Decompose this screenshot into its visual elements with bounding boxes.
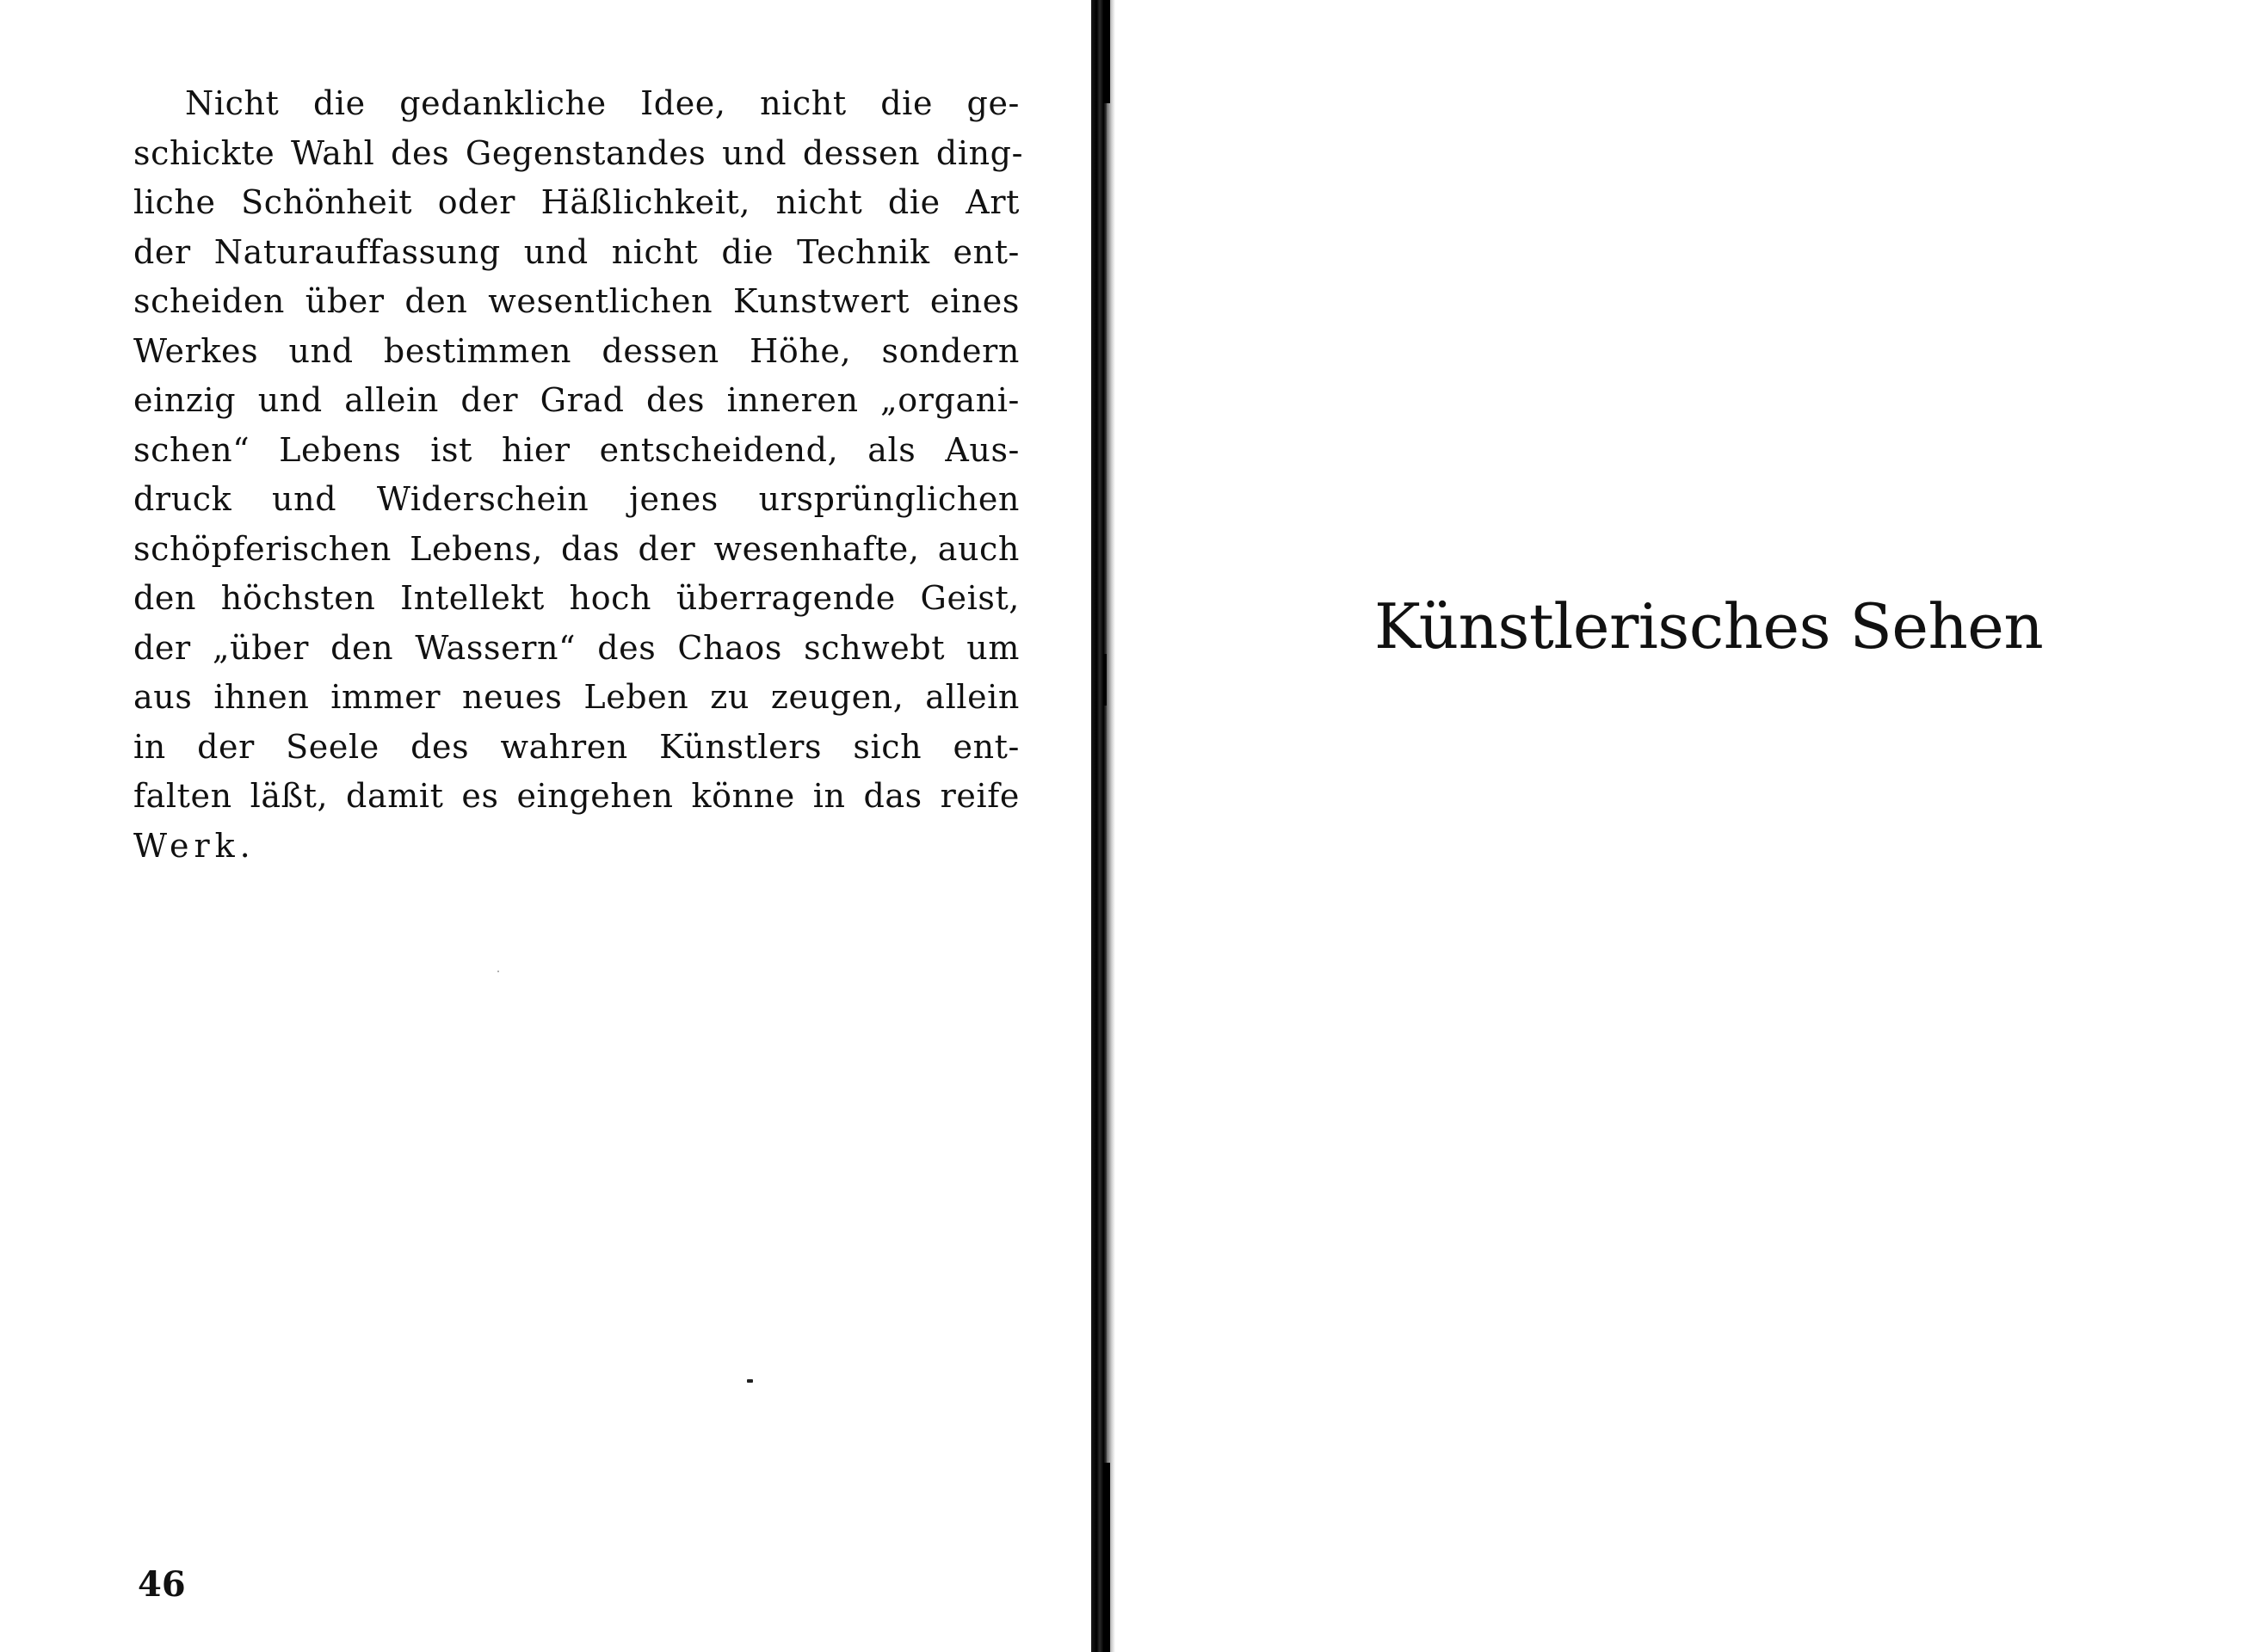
text-line: schen“ Lebens ist hier entscheidend, als Aus-	[133, 430, 1020, 469]
chapter-title: Künstlerisches Sehen	[1374, 590, 2044, 663]
text-line: der „über den Wassern“ des Chaos schwebt um	[133, 628, 1020, 667]
right-page	[1136, 0, 2246, 1652]
left-page	[0, 0, 1110, 1652]
page-number: 46	[138, 1564, 186, 1605]
text-line: der Naturauffassung und nicht die Technik ent-	[133, 232, 1020, 271]
text-line: einzig und allein der Grad des inneren „organi-	[133, 381, 1020, 419]
gutter-mark	[1103, 0, 1110, 103]
body-paragraph	[133, 79, 1024, 871]
text-line: schickte Wahl des Gegenstandes und dessen ding-	[133, 133, 1024, 172]
gutter-mark	[1103, 654, 1107, 706]
text-line: in der Seele des wahren Künstlers sich ent-	[133, 727, 1020, 766]
text-line: falten läßt, damit es eingehen könne in das reife	[133, 777, 1020, 815]
text-line: aus ihnen immer neues Leben zu zeugen, allein	[133, 678, 1020, 716]
text-line: Werkes und bestimmen dessen Höhe, sondern	[133, 331, 1020, 370]
text-line: den höchsten Intellekt hoch überragende Geist,	[133, 579, 1020, 617]
text-line: druck und Widerschein jenes ursprünglichen	[133, 480, 1020, 518]
text-line: scheiden über den wesentlichen Kunstwert eines	[133, 282, 1020, 320]
text-line: Nicht die gedankliche Idee, nicht die ge-	[185, 84, 1020, 122]
text-line: Werk.	[133, 826, 256, 865]
gutter-shadow	[1107, 0, 1115, 1652]
print-speck	[747, 1379, 753, 1383]
book-spine-gutter	[1091, 0, 1107, 1652]
text-line: liche Schönheit oder Häßlichkeit, nicht die Art	[133, 183, 1020, 221]
text-line: schöpferischen Lebens, das der wesenhafte, auch	[133, 529, 1020, 568]
print-speck	[497, 971, 499, 972]
gutter-mark	[1103, 1463, 1110, 1652]
